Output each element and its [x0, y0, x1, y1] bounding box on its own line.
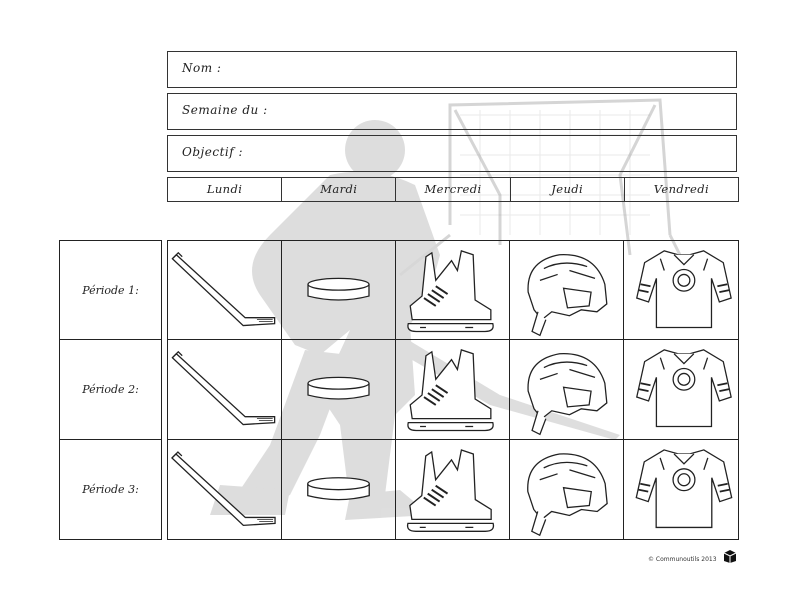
- hockey-helmet-icon: [510, 241, 623, 339]
- period-labels: [59, 240, 162, 540]
- checkbox-cell-p3-d4[interactable]: [510, 440, 624, 539]
- checkbox-cell-p2-d1[interactable]: [168, 340, 282, 439]
- day-thursday: Jeudi: [511, 178, 625, 201]
- hockey-puck-icon: [282, 440, 395, 539]
- checkbox-cell-p1-d1[interactable]: [168, 241, 282, 340]
- hockey-jersey-icon: [624, 440, 738, 539]
- checkbox-cell-p2-d5[interactable]: [624, 340, 738, 439]
- checkbox-cell-p1-d5[interactable]: [624, 241, 738, 340]
- checkbox-cell-p3-d2[interactable]: [282, 440, 396, 539]
- communoutils-logo-icon: [722, 548, 738, 564]
- day-monday: Lundi: [168, 178, 282, 201]
- copyright: © Communoutils 2013: [648, 556, 717, 563]
- day-wednesday: Mercredi: [396, 178, 510, 201]
- name-label: Nom :: [182, 61, 222, 75]
- hockey-skate-icon: [396, 440, 509, 539]
- checkbox-cell-p2-d4[interactable]: [510, 340, 624, 439]
- hockey-helmet-icon: [510, 340, 623, 438]
- goal-field[interactable]: [167, 135, 737, 172]
- hockey-stick-icon: [168, 340, 281, 438]
- name-field[interactable]: [167, 51, 737, 88]
- checkbox-cell-p3-d1[interactable]: [168, 440, 282, 539]
- days-header: [167, 177, 739, 202]
- checkbox-cell-p3-d5[interactable]: [624, 440, 738, 539]
- hockey-puck-icon: [282, 340, 395, 438]
- checkbox-cell-p1-d2[interactable]: [282, 241, 396, 340]
- week-label: Semaine du :: [182, 103, 268, 117]
- hockey-skate-icon: [396, 241, 509, 339]
- period-3-label: Période 3:: [82, 482, 139, 496]
- hockey-puck-icon: [282, 241, 395, 339]
- hockey-skate-icon: [396, 340, 509, 438]
- period-2-label: Période 2:: [60, 340, 161, 439]
- checkbox-cell-p1-d4[interactable]: [510, 241, 624, 340]
- day-tuesday: Mardi: [282, 178, 396, 201]
- checkbox-cell-p3-d3[interactable]: [396, 440, 510, 539]
- equipment-grid: [167, 240, 739, 540]
- hockey-stick-icon: [168, 440, 281, 539]
- checkbox-cell-p2-d3[interactable]: [396, 340, 510, 439]
- week-field[interactable]: [167, 93, 737, 130]
- hockey-stick-icon: [168, 241, 281, 339]
- hockey-helmet-icon: [510, 440, 623, 539]
- goal-label: Objectif :: [182, 145, 244, 159]
- hockey-jersey-icon: [624, 340, 738, 438]
- hockey-jersey-icon: [624, 241, 738, 339]
- period-1-label: Période 1:: [60, 241, 161, 340]
- checkbox-cell-p2-d2[interactable]: [282, 340, 396, 439]
- checkbox-cell-p1-d3[interactable]: [396, 241, 510, 340]
- day-friday: Vendredi: [653, 182, 710, 196]
